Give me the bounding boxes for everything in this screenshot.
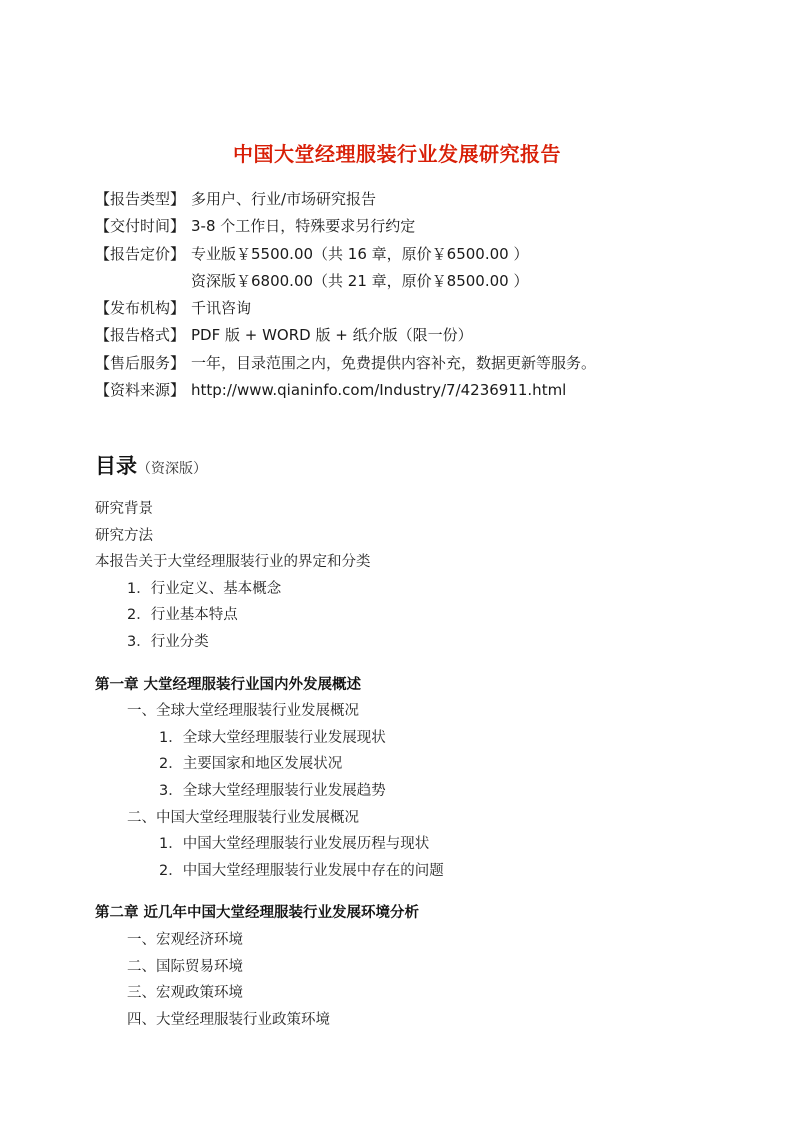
info-label: 【资料来源】 bbox=[95, 381, 186, 400]
info-label: 【交付时间】 bbox=[95, 217, 186, 236]
toc-section: 二、中国大堂经理服装行业发展概况 bbox=[127, 809, 359, 826]
toc-chapter-2: 第二章 近几年中国大堂经理服装行业发展环境分析 bbox=[95, 905, 420, 922]
info-row-publisher bbox=[95, 295, 755, 322]
toc-item: 研究背景 bbox=[95, 501, 153, 517]
toc-heading bbox=[95, 450, 207, 480]
info-label bbox=[95, 268, 191, 295]
info-row-price-senior bbox=[95, 268, 755, 295]
info-value: 一年，目录范围之内，免费提供内容补充，数据更新等服务。 bbox=[191, 353, 597, 372]
report-info bbox=[95, 186, 755, 404]
info-value: 千讯咨询 bbox=[191, 299, 252, 318]
toc-subitem: 2．行业基本特点 bbox=[127, 607, 238, 624]
info-row-format bbox=[95, 322, 755, 349]
toc-subitem: 1．全球大堂经理服装行业发展现状 bbox=[159, 729, 386, 746]
toc-subitem: 3．全球大堂经理服装行业发展趋势 bbox=[159, 782, 386, 799]
info-value: 资深版￥6800.00（共 21 章，原价￥8500.00 ） bbox=[191, 271, 529, 290]
toc-heading-main: 目录 bbox=[95, 454, 137, 478]
toc-section: 三、宏观政策环境 bbox=[127, 985, 243, 1002]
info-row-source bbox=[95, 377, 755, 404]
info-label: 【报告定价】 bbox=[95, 244, 186, 263]
info-label: 【报告格式】 bbox=[95, 326, 186, 345]
toc-heading-sub: （资深版） bbox=[137, 461, 207, 477]
info-value: 3-8 个工作日，特殊要求另行约定 bbox=[191, 217, 416, 236]
toc-subitem: 1．中国大堂经理服装行业发展历程与现状 bbox=[159, 836, 430, 853]
toc-section: 四、大堂经理服装行业政策环境 bbox=[127, 1011, 330, 1028]
info-label: 【报告类型】 bbox=[95, 190, 186, 208]
toc-subitem: 3．行业分类 bbox=[127, 633, 209, 650]
info-value: PDF 版 + WORD 版 + 纸介版（限一份） bbox=[191, 326, 473, 345]
toc-item: 研究方法 bbox=[95, 527, 153, 544]
info-row-price bbox=[95, 241, 755, 268]
toc-chapter-1: 第一章 大堂经理服装行业国内外发展概述 bbox=[95, 676, 362, 693]
toc-section: 一、全球大堂经理服装行业发展概况 bbox=[127, 703, 359, 720]
info-value: 多用户、行业/市场研究报告 bbox=[191, 190, 377, 208]
source-link[interactable]: http://www.qianinfo.com/Industry/7/4236911.html bbox=[191, 381, 567, 400]
info-label: 【售后服务】 bbox=[95, 353, 186, 372]
table-of-contents bbox=[95, 496, 735, 1033]
info-row-service bbox=[95, 350, 755, 377]
toc-subitem: 2．主要国家和地区发展状况 bbox=[159, 756, 343, 773]
info-value: 专业版￥5500.00（共 16 章，原价￥6500.00 ） bbox=[191, 244, 529, 263]
toc-subitem: 1．行业定义、基本概念 bbox=[127, 580, 282, 597]
toc-subitem: 2．中国大堂经理服装行业发展中存在的问题 bbox=[159, 862, 444, 879]
toc-section: 二、国际贸易环境 bbox=[127, 958, 243, 975]
info-row-type bbox=[95, 186, 755, 213]
report-title: 中国大堂经理服装行业发展研究报告 bbox=[233, 142, 561, 166]
toc-item: 本报告关于大堂经理服装行业的界定和分类 bbox=[95, 554, 371, 571]
toc-section: 一、宏观经济环境 bbox=[127, 931, 243, 948]
info-row-delivery bbox=[95, 213, 755, 240]
info-label: 【发布机构】 bbox=[95, 299, 186, 318]
